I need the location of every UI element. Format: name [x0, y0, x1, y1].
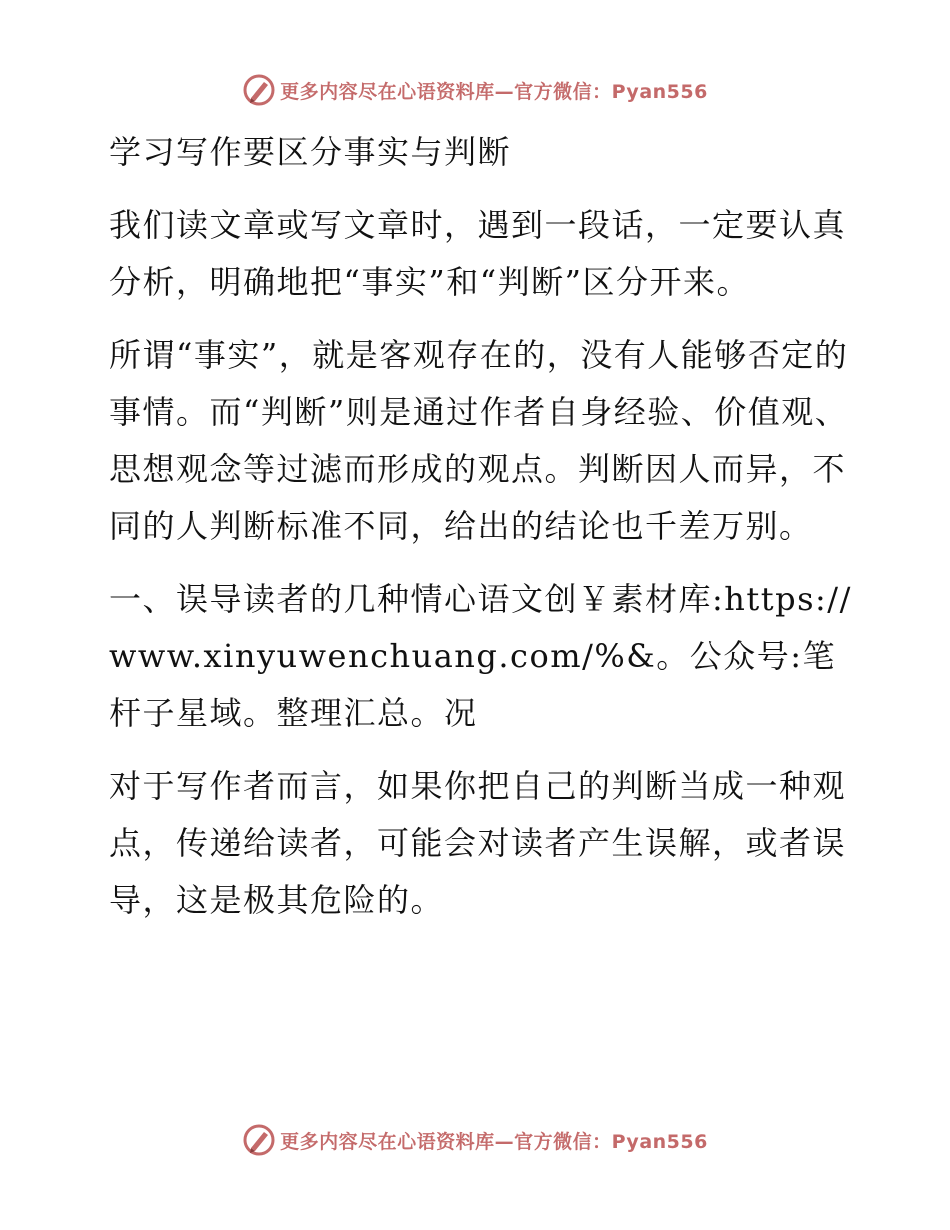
footer-banner [0, 1120, 950, 1160]
pen-in-circle-logo-icon [242, 73, 276, 107]
paragraph-2: 所谓“事实”，就是客观存在的，没有人能够否定的事情。而“判断”则是通过作者自身经验、价值观、思想观念等过滤而形成的观点。判断因人而异，不同的人判断标准不同，给出的结论也千差万别。 [109, 336, 849, 545]
footer-banner-text: 更多内容尽在心语资料库—官方微信：Pyan556 [280, 1130, 708, 1153]
document-body [97, 124, 857, 929]
pen-in-circle-logo-icon [242, 1123, 276, 1157]
paragraph-3: 一、误导读者的几种情心语文创￥素材库:https://www.xinyuwenchuang.com/%&。公众号:笔杆子星域。整理汇总。况 [109, 580, 852, 732]
paragraph-1: 我们读文章或写文章时，遇到一段话，一定要认真分析，明确地把“事实”和“判断”区分开来。 [109, 206, 847, 301]
paragraph-4: 对于写作者而言，如果你把自己的判断当成一种观点，传递给读者，可能会对读者产生误解，或者误导，这是极其危险的。 [109, 767, 847, 919]
document-title: 学习写作要区分事实与判断 [109, 133, 512, 171]
header-banner [0, 70, 950, 110]
header-banner-text: 更多内容尽在心语资料库—官方微信：Pyan556 [280, 80, 708, 103]
